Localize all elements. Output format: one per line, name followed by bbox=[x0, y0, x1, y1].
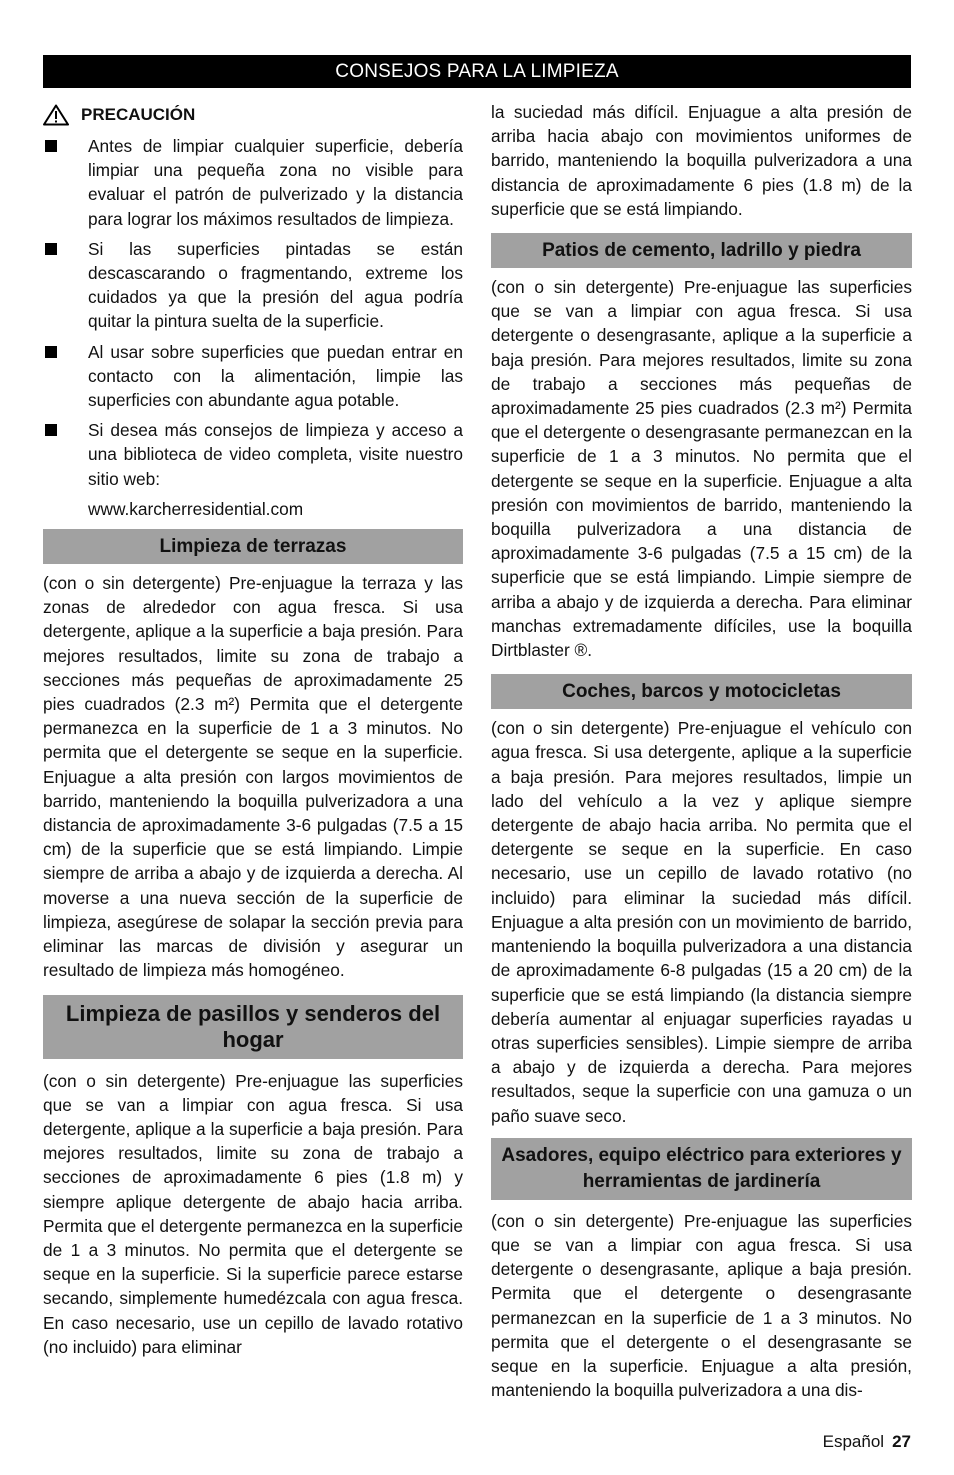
caution-label: PRECAUCIÓN bbox=[81, 105, 196, 124]
section-text-terrazas: (con o sin detergente) Pre-enjuague la terraza y las zonas de alrededor con agua fresca. Si usa detergente, aplique a la superficie a baja presión. Para mejores resultados, limite su zona de trabajo a secciones más pequeñas de aproximadamente 25 pies cuadrados (2.3 m²) Permita que el detergente permanezca en la superficie de 1 a 3 minutos. No permita que el detergente se seque en la superficie. Enjuague a alta presión con largos movimientos de barrido, manteniendo la boquilla pulverizadora a una distancia de aproximadamente 3-6 pulgadas (7.5 a 15 cm) de la superficie que se está limpiando. Limpie siempre de arriba a abajo y de izquierda a derecha. Al moverse a una nueva sección de la superficie de limpieza, asegúrese de solapar la sección previa para eliminar las marcas de división y asegurar un resultado de limpieza más homogéneo. bbox=[43, 573, 463, 981]
caution-heading bbox=[43, 100, 463, 130]
section-heading-terrazas: Limpieza de terrazas bbox=[43, 529, 463, 564]
section-text-pasillos: (con o sin detergente) Pre-enjuague las superficies que se van a limpiar con agua fresca. Si usa detergente, aplique a la superficie a baja presión. Para mejores resultados, limite su zona de trabajo a secciones de aproximadamente 6 pies (1.8 m) y siempre aplique detergente de abajo hacia arriba. Permita que el detergente permanezca en la superficie de 1 a 3 minutos. No permita que el detergente se seque en la superficie. Si la superficie parece estarse secando, simplemente humedézcala con agua fresca. En caso necesario, use un cepillo de lavado rotativo (no incluido) para eliminar bbox=[43, 1070, 463, 1357]
footer-language: Español bbox=[822, 1432, 885, 1451]
caution-item: Antes de limpiar cualquier superficie, debería limpiar una pequeña zona no visible para evaluar el patrón de pulverizado y la distancia para lograr los máximos resultados de limpieza. bbox=[43, 134, 463, 231]
right-column bbox=[491, 100, 912, 1402]
page-number: 27 bbox=[892, 1432, 911, 1451]
section-text-coches: (con o sin detergente) Pre-enjuague el vehículo con agua fresca. Si usa detergente, aplique a la superficie a baja presión. Para mejores resultados, limpie un lado del vehículo a la vez y aplique siempre detergente de abajo hacia arriba. No permita que el detergente se seque en la superficie. En caso necesario, use un cepillo de lavado rotativo (no incluido) para eliminar la suciedad más difícil. Enjuague a alta presión con un movimiento de barrido, manteniendo la boquilla pulverizadora a una distancia de aproximadamente 6-8 pulgadas (15 a 20 cm) de la superficie que se está limpiando (la distancia siempre debería aumentar al enjuagar superficies rayadas u otras superficies sensibles). Limpie siempre de arriba a abajo y de izquierda a derecha. Para mejores resultados, seque la superficie con una gamuza o un paño suave seco. bbox=[491, 718, 912, 1126]
bullet-square-icon bbox=[45, 140, 57, 152]
website-link[interactable]: www.karcherresidential.com bbox=[88, 498, 304, 519]
caution-item: Al usar sobre superficies que puedan entrar en contacto con la alimentación, limpie las superficies con abundante agua potable. bbox=[43, 340, 463, 413]
section-text-pasillos-continued: la suciedad más difícil. Enjuague a alta presión de arriba hacia abajo con movimientos uniformes de barrido, manteniendo la boquilla pulverizadora a una distancia de aproximadamente 6 pies (1.8 m) de la superficie que se está limpiando. bbox=[491, 102, 912, 219]
section-heading-pasillos: Limpieza de pasillos y senderos del hogar bbox=[43, 995, 463, 1059]
section-heading-coches: Coches, barcos y motocicletas bbox=[491, 674, 912, 709]
caution-item: Si las superficies pintadas se están descascarando o fragmentando, extreme los cuidados ya que la presión del agua podría quitar la pintura suelta de la superficie. bbox=[43, 237, 463, 334]
caution-list bbox=[43, 134, 463, 491]
warning-triangle-icon bbox=[43, 104, 69, 126]
left-column bbox=[43, 100, 463, 1359]
page-footer bbox=[823, 1432, 911, 1452]
section-text-asadores: (con o sin detergente) Pre-enjuague las superficies que se van a limpiar con agua fresca. Si usa detergente o desengrasante, aplique a baja presión. Permita que el detergente o desengrasante permanezcan en la superficie de 1 a 3 minutos. No permita que el detergente o el desengrasante se seque en la superficie. Enjuague a alta presión, manteniendo la boquilla pulverizadora a una dis- bbox=[491, 1210, 912, 1401]
page-header: CONSEJOS PARA LA LIMPIEZA bbox=[43, 55, 911, 88]
bullet-square-icon bbox=[45, 243, 57, 255]
bullet-square-icon bbox=[45, 424, 57, 436]
section-heading-asadores: Asadores, equipo eléctrico para exteriores y herramientas de jardinería bbox=[491, 1138, 912, 1200]
section-text-patios: (con o sin detergente) Pre-enjuague las superficies que se van a limpiar con agua fresca. Si usa detergente o desengrasante, aplique a la superficie a baja presión. Para mejores resultados, limite su zona de trabajo a secciones más pequeñas de aproximadamente 25 pies cuadrados (2.3 m²) Permita que el detergente o desengrasante permanezcan en la superficie de 1 a 3 minutos. No permita que el detergente se seque en la superficie. Enjuague a alta presión con movimientos de barrido, manteniendo la boquilla pulverizadora a una distancia de aproximadamente 3-6 pulgadas (7.5 a 15 cm) de la superficie que se está limpiando. Limpie siempre de arriba a abajo y de izquierda a derecha. Para eliminar manchas extremadamente difíciles, use la boquilla Dirtblaster ®. bbox=[491, 277, 912, 661]
section-heading-patios: Patios de cemento, ladrillo y piedra bbox=[491, 233, 912, 268]
caution-item: Si desea más consejos de limpieza y acceso a una biblioteca de video completa, visite nuestro sitio web: bbox=[43, 418, 463, 491]
bullet-square-icon bbox=[45, 346, 57, 358]
